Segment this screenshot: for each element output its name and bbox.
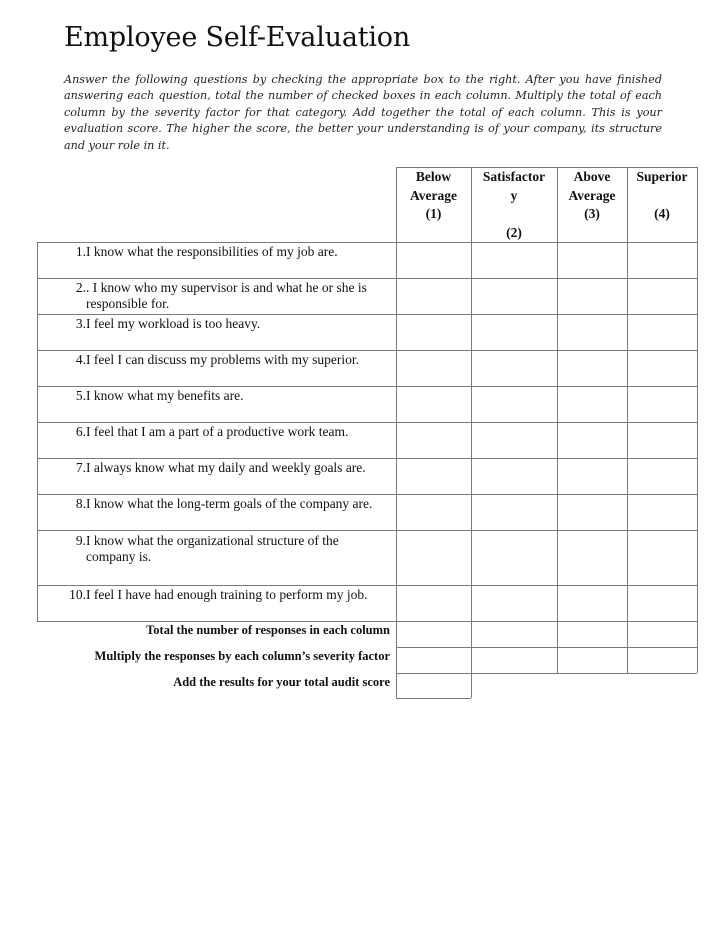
answer-checkbox-cell[interactable]: [628, 351, 697, 386]
column-header-line: Above: [573, 169, 611, 184]
answer-checkbox-cell[interactable]: [472, 423, 557, 458]
total-score-label: Add the results for your total audit score: [173, 675, 390, 689]
column-divider: [697, 167, 698, 621]
column-header-above-average: [557, 168, 627, 224]
weighted-total-cell[interactable]: [397, 648, 471, 673]
score-box-border: [396, 698, 471, 699]
answer-checkbox-cell[interactable]: [558, 459, 627, 494]
answer-checkbox-cell[interactable]: [397, 279, 471, 314]
weighted-total-cell[interactable]: [558, 648, 627, 673]
answer-checkbox-cell[interactable]: [472, 387, 557, 422]
answer-checkbox-cell[interactable]: [397, 315, 471, 350]
question-text: I feel that I am a part of a productive work team.: [86, 424, 349, 439]
severity-factor: (4): [654, 206, 670, 221]
weighted-total-cell[interactable]: [628, 648, 697, 673]
answer-checkbox-cell[interactable]: [397, 243, 471, 278]
question-text: I know what my benefits are.: [86, 388, 244, 403]
answer-checkbox-cell[interactable]: [472, 459, 557, 494]
multiply-severity-label: Multiply the responses by each column’s severity factor: [94, 649, 390, 663]
question-number: 1.: [75, 244, 86, 259]
column-header-line: y: [510, 187, 518, 203]
answer-checkbox-cell[interactable]: [397, 531, 471, 585]
answer-checkbox-cell[interactable]: [558, 586, 627, 621]
question-number: 4.: [75, 352, 86, 367]
question-number: 5.: [75, 388, 86, 403]
column-header-below-average: [396, 168, 471, 224]
question-text: I feel I have had enough training to perform my job.: [86, 587, 368, 602]
answer-checkbox-cell[interactable]: [472, 243, 557, 278]
column-header-superior: [627, 168, 697, 224]
column-header-line: Average: [410, 187, 457, 203]
question-text: I know what the responsibilities of my job are.: [86, 244, 338, 259]
answer-checkbox-cell[interactable]: [558, 279, 627, 314]
question-text: I know what the organizational structure of the company is.: [86, 533, 339, 564]
answer-checkbox-cell[interactable]: [472, 315, 557, 350]
question-text: I know what the long-term goals of the company are.: [86, 496, 373, 511]
question-text: . I know who my supervisor is and what he or she is responsible for.: [86, 280, 367, 311]
column-total-cell[interactable]: [558, 622, 627, 647]
answer-checkbox-cell[interactable]: [472, 495, 557, 530]
question-number: 7.: [75, 460, 86, 475]
question-number: 9.: [75, 533, 86, 548]
answer-checkbox-cell[interactable]: [397, 495, 471, 530]
column-total-cell[interactable]: [397, 622, 471, 647]
question-number: 2.: [75, 280, 86, 295]
answer-checkbox-cell[interactable]: [628, 531, 697, 585]
answer-checkbox-cell[interactable]: [472, 279, 557, 314]
answer-checkbox-cell[interactable]: [628, 243, 697, 278]
answer-checkbox-cell[interactable]: [558, 495, 627, 530]
answer-checkbox-cell[interactable]: [558, 387, 627, 422]
question-text: I feel I can discuss my problems with my superior.: [86, 352, 359, 367]
question-number: 8.: [75, 496, 86, 511]
answer-checkbox-cell[interactable]: [558, 243, 627, 278]
footer-column-divider: [697, 621, 698, 673]
severity-factor: (1): [425, 206, 442, 221]
answer-checkbox-cell[interactable]: [628, 586, 697, 621]
instructions: Answer the following questions by checking the appropriate box to the right. After you have finished answering each question, total the number of checked boxes in each column. Multiply the total of each column by the severity factor for that category. Add together the total of each column. This is your evaluation score. The higher the score, the better your understanding is of your company, its structure and your role in it.: [64, 73, 662, 152]
column-header-line: Average: [568, 187, 616, 203]
total-responses-label: Total the number of responses in each column: [146, 623, 390, 637]
answer-checkbox-cell[interactable]: [397, 586, 471, 621]
total-audit-score-cell[interactable]: [397, 674, 471, 698]
severity-factor: (3): [584, 206, 600, 221]
answer-checkbox-cell[interactable]: [397, 351, 471, 386]
column-total-cell[interactable]: [628, 622, 697, 647]
question-number: 10.: [69, 587, 86, 602]
score-box-border: [471, 673, 472, 698]
answer-checkbox-cell[interactable]: [472, 351, 557, 386]
question-number: 6.: [75, 424, 86, 439]
weighted-total-cell[interactable]: [472, 648, 557, 673]
column-total-cell[interactable]: [472, 622, 557, 647]
column-header-satisfactory: [471, 168, 557, 242]
question-text: I always know what my daily and weekly goals are.: [86, 460, 366, 475]
answer-checkbox-cell[interactable]: [397, 387, 471, 422]
answer-checkbox-cell[interactable]: [558, 315, 627, 350]
answer-checkbox-cell[interactable]: [558, 531, 627, 585]
answer-checkbox-cell[interactable]: [628, 387, 697, 422]
question-number: 3.: [75, 316, 86, 331]
column-header-line: Satisfactor: [482, 169, 546, 184]
answer-checkbox-cell[interactable]: [628, 495, 697, 530]
answer-checkbox-cell[interactable]: [628, 279, 697, 314]
answer-checkbox-cell[interactable]: [397, 423, 471, 458]
column-header-line: Superior: [636, 169, 688, 184]
document-title: Employee Self-Evaluation: [64, 22, 411, 53]
answer-checkbox-cell[interactable]: [628, 459, 697, 494]
question-text: I feel my workload is too heavy.: [86, 316, 261, 331]
answer-checkbox-cell[interactable]: [628, 315, 697, 350]
answer-checkbox-cell[interactable]: [397, 459, 471, 494]
severity-factor: (2): [506, 224, 522, 240]
answer-checkbox-cell[interactable]: [558, 423, 627, 458]
table-left-border: [37, 242, 38, 621]
answer-checkbox-cell[interactable]: [628, 423, 697, 458]
answer-checkbox-cell[interactable]: [472, 531, 557, 585]
column-header-line: Below: [415, 169, 452, 184]
answer-checkbox-cell[interactable]: [472, 586, 557, 621]
answer-checkbox-cell[interactable]: [558, 351, 627, 386]
